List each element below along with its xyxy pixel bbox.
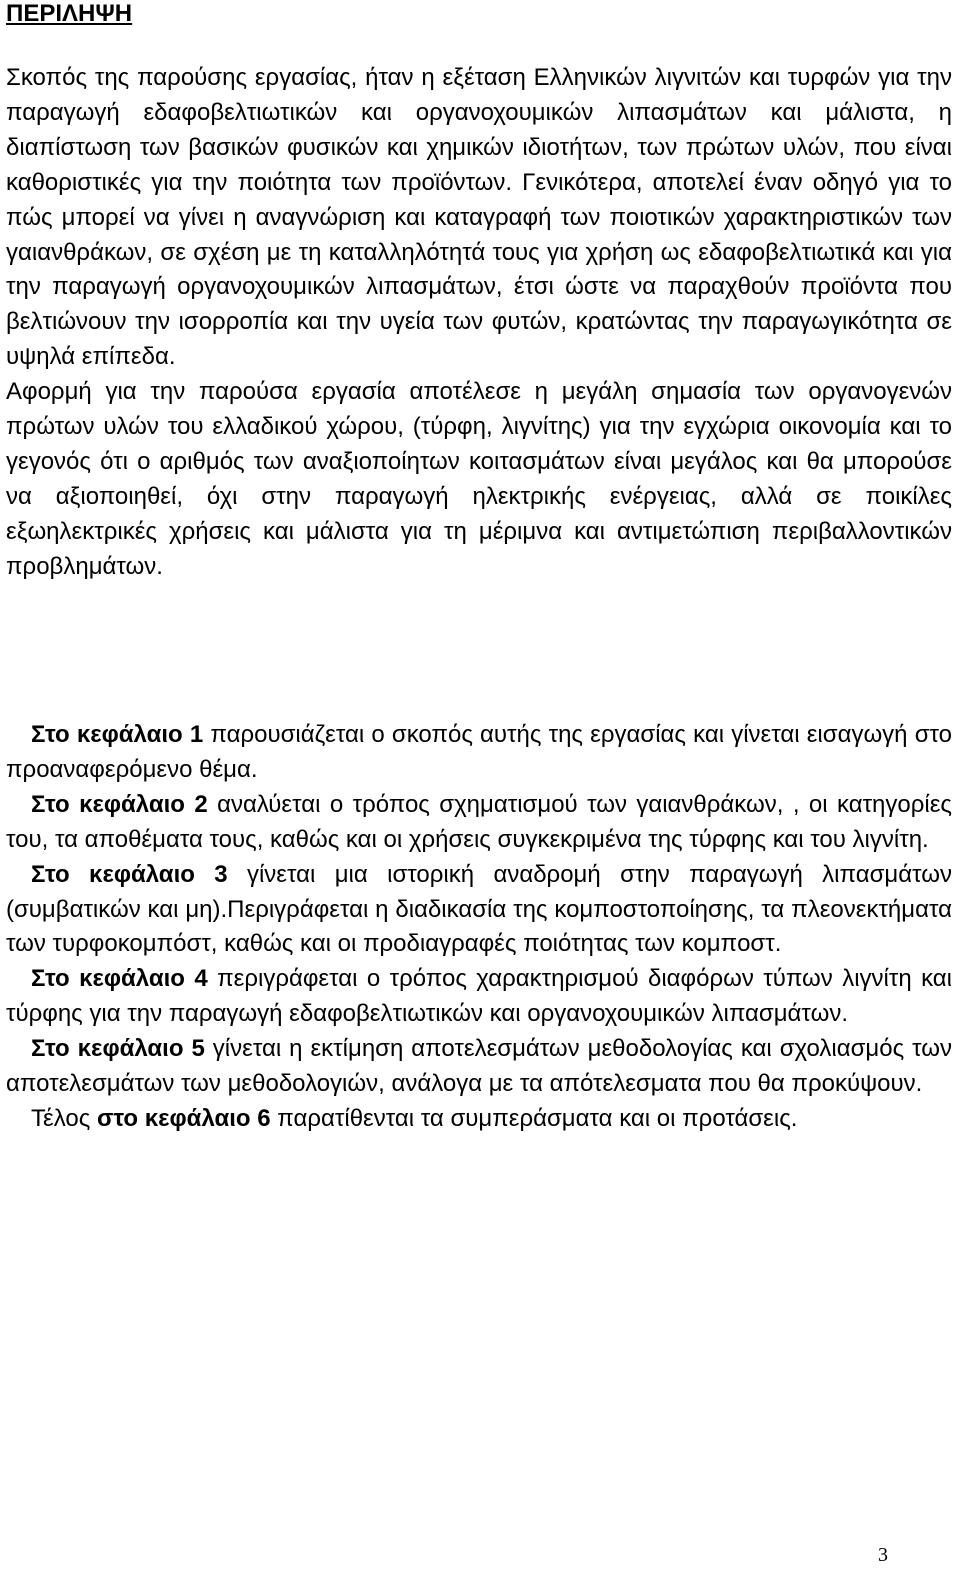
chapter-4-text: περιγράφεται ο τρόπος χαρακτηρισμού διαφόρων τύπων λιγνίτη και τύρφης για την παραγωγή εδαφοβελτιωτικών και οργανοχουμικών λιπασμάτων. xyxy=(6,965,952,1028)
page-number: 3 xyxy=(878,1544,888,1566)
chapter-6-lead: Τέλος xyxy=(31,1104,97,1132)
chapter-3-label: Στο κεφάλαιο 3 xyxy=(31,860,228,888)
chapter-6-paragraph xyxy=(6,1102,952,1137)
chapter-5-text: γίνεται η εκτίμηση αποτελεσμάτων μεθοδολογίας και σχολιασμός των αποτελεσμάτων των μεθοδολογιών, ανάλογα με τα απότελεσματα που θα προκύψουν. xyxy=(6,1035,952,1098)
chapter-1-paragraph xyxy=(6,718,952,788)
chapter-2-paragraph xyxy=(6,788,952,858)
abstract-paragraph-1: Σκοπός της παρούσης εργασίας, ήταν η εξέταση Ελληνικών λιγνιτών και τυρφών για την παραγωγή εδαφοβελτιωτικών και οργανοχουμικών λιπασμάτων και μάλιστα, η διαπίστωση των βασικών φυσικών και χημικών ιδιοτήτων, των πρώτων υλών, που είναι καθοριστικές για την ποιότητα των προϊόντων. Γενικότερα, αποτελεί έναν οδηγό για το πώς μπορεί να γίνει η αναγνώριση και καταγραφή των ποιοτικών χαρακτηριστικών των γαιανθράκων, σε σχέση με τη καταλληλότητά τους για χρήση ως εδαφοβελτιωτικά και για την παραγωγή οργανοχουμικών λιπασμάτων, έτσι ώστε να παραχθούν προϊόντα που βελτιώνουν την ισορροπία και την υγεία των φυτών, κρατώντας την παραγωγικότητα σε υψηλά επίπεδα. xyxy=(6,64,952,371)
chapter-1-text: παρουσιάζεται ο σκοπός αυτής της εργασίας και γίνεται εισαγωγή στο προαναφερόμενο θέμα. xyxy=(6,721,952,783)
chapter-6-label: στο κεφάλαιο 6 xyxy=(96,1104,271,1132)
page-title: ΠΕΡΙΛΗΨΗ xyxy=(6,0,133,27)
chapter-5-paragraph xyxy=(6,1032,952,1102)
chapter-1-label: Στο κεφάλαιο 1 xyxy=(31,721,204,748)
chapter-2-label: Στο κεφάλαιο 2 xyxy=(31,790,208,818)
chapter-3-paragraph xyxy=(6,858,952,963)
abstract-paragraph-2: Αφορμή για την παρούσα εργασία αποτέλεσε η μεγάλη σημασία των οργανογενών πρώτων υλών του ελλαδικού χώρου, (τύρφη, λιγνίτης) για την εγχώρια οικονομία και το γεγονός ότι ο αριθμός των αναξιοποίητων κοιτασμάτων είναι μεγάλος και θα μπορούσε να αξιοποιηθεί, όχι στην παραγωγή ηλεκτρικής ενέργειας, αλλά σε ποικίλες εξωηλεκτρικές χρήσεις και μάλιστα για τη μέριμνα και αντιμετώπιση περιβαλλοντικών προβλημάτων. xyxy=(6,378,952,580)
chapter-6-text: παρατίθενται τα συμπεράσματα και οι προτάσεις. xyxy=(270,1104,798,1132)
chapter-4-label: Στο κεφάλαιο 4 xyxy=(31,965,208,993)
chapter-4-paragraph xyxy=(6,962,952,1032)
chapter-2-text: αναλύεται ο τρόπος σχηματισμού των γαιανθράκων, , οι κατηγορίες του, τα αποθέματα τους, καθώς και οι χρήσεις συγκεκριμένα της τύρφης και του λιγνίτη. xyxy=(6,790,952,853)
chapter-overview xyxy=(6,718,952,1137)
chapter-5-label: Στο κεφάλαιο 5 xyxy=(31,1035,205,1063)
abstract-section xyxy=(6,61,952,585)
chapter-3-text: γίνεται μια ιστορική αναδρομή στην παραγωγή λιπασμάτων (συμβατικών και μη).Περιγράφεται η διαδικασία της κομποστοποίησης, τα πλεονεκτήματα των τυρφοκομπόστ, καθώς και οι προδιαγραφές ποιότητας των κομπoστ. xyxy=(6,860,952,958)
